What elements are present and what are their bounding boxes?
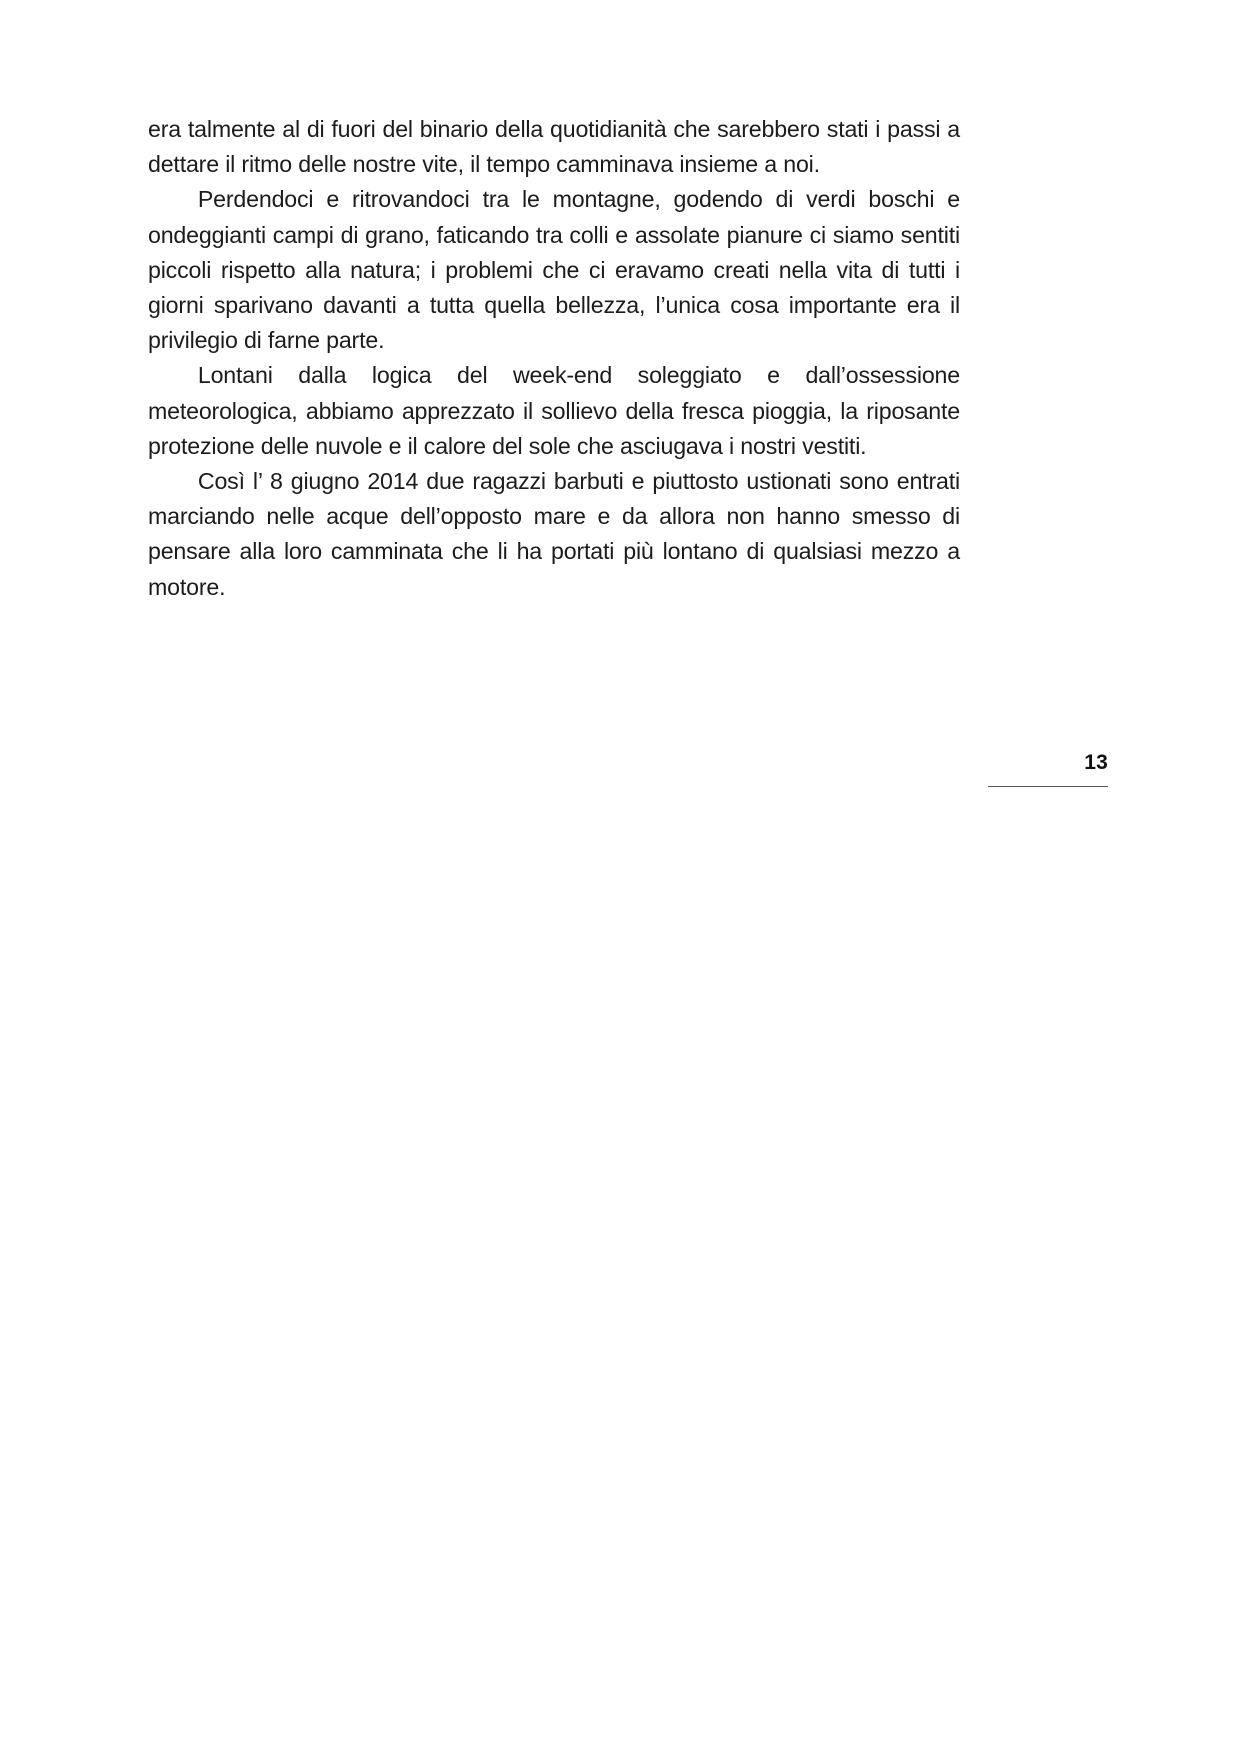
page-number: 13 [1084, 751, 1108, 774]
paragraph-continued: era talmente al di fuori del binario della quotidianità che sarebbero stati i passi a dettare il ritmo delle nostre vite, il tempo camminava insieme a noi. [148, 116, 960, 178]
paragraph-3: Lontani dalla logica del week-end soleggiato e dall’ossessione meteorologica, abbiamo apprezzato il sollievo della fresca pioggia, la riposante protezione delle nuvole e il calore del sole che asciugava i nostri vestiti. [148, 362, 960, 459]
paragraph-4: Così l’ 8 giugno 2014 due ragazzi barbuti e piuttosto ustionati sono entrati marciando nelle acque dell’opposto mare e da allora non hanno smesso di pensare alla loro camminata che li ha portati più lontano di qualsiasi mezzo a motore. [148, 468, 960, 600]
body-text-block [148, 112, 960, 605]
folio-divider-rule [988, 786, 1108, 787]
paragraph-2: Perdendoci e ritrovandoci tra le montagne, godendo di verdi boschi e ondeggianti campi di grano, faticando tra colli e assolate pianure ci siamo sentiti piccoli rispetto alla natura; i problemi che ci eravamo creati nella vita di tutti i giorni sparivano davanti a tutta quella bellezza, l’unica cosa importante era il privilegio di farne parte. [148, 186, 960, 354]
